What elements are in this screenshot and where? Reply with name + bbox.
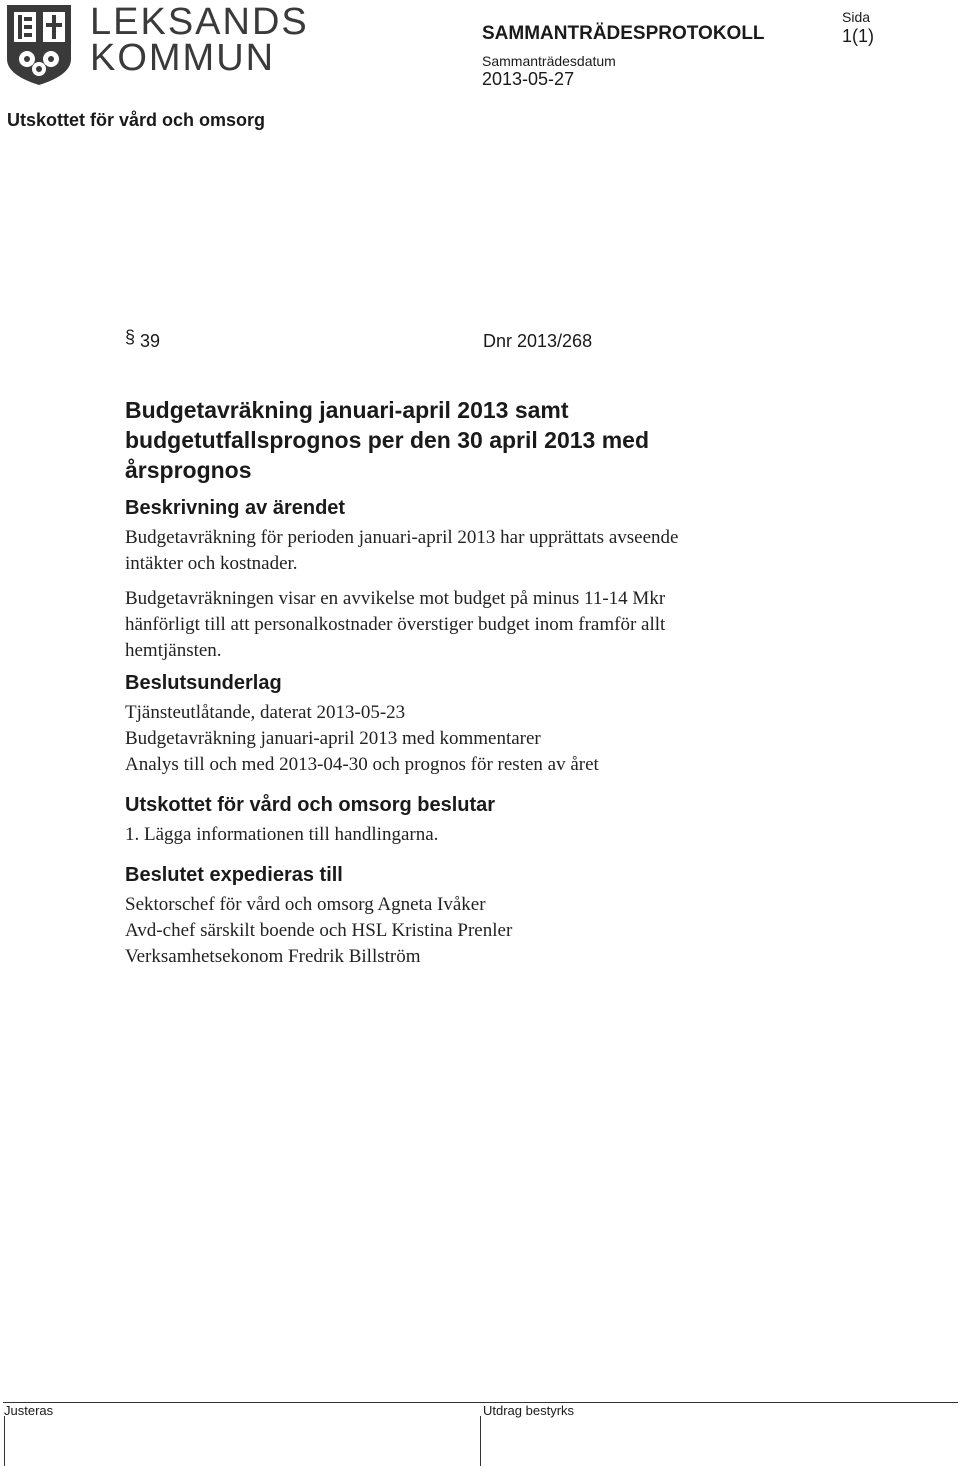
committee-name: Utskottet för vård och omsorg <box>7 110 266 130</box>
decision-item: 1. Lägga informationen till handlingarna. <box>125 824 439 845</box>
recipient: Sektorschef för vård och omsorg Agneta Ivåker <box>125 894 486 915</box>
meeting-date-label: Sammanträdesdatum <box>482 53 616 69</box>
basis-document: Analys till och med 2013-04-30 och prognos för resten av året <box>125 754 599 775</box>
heading-beskrivning: Beskrivning av ärendet <box>125 497 346 519</box>
item-title-line: årsprognos <box>125 457 252 483</box>
document-type: SAMMANTRÄDESPROTOKOLL <box>482 23 765 44</box>
basis-document: Budgetavräkning januari-april 2013 med kommentarer <box>125 728 541 749</box>
footer-utdrag-label: Utdrag bestyrks <box>483 1403 575 1418</box>
item-title-line: budgetutfallsprognos per den 30 april 2013 med <box>125 427 650 453</box>
footer-divider <box>480 1416 481 1466</box>
logo-wordmark-line1: LEKSANDS <box>90 1 309 43</box>
item-title-line: Budgetavräkning januari-april 2013 samt <box>125 397 569 423</box>
section-number: 39 <box>140 331 161 351</box>
section-symbol: § <box>125 327 136 347</box>
footer-justeras-label: Justeras <box>4 1403 54 1418</box>
heading-expedieras: Beslutet expedieras till <box>125 864 343 886</box>
protocol-body <box>125 395 825 970</box>
footer-divider <box>4 1416 5 1466</box>
item-title <box>125 395 825 485</box>
municipality-crest-logo <box>5 3 73 92</box>
paragraph-line: hemtjänsten. <box>125 640 222 661</box>
logo-wordmark-line2: KOMMUN <box>90 37 276 79</box>
paragraph-line: Budgetavräkningen visar en avvikelse mot budget på minus 11-14 Mkr <box>125 588 666 609</box>
recipient: Verksamhetsekonom Fredrik Billström <box>125 946 421 967</box>
heading-beslut: Utskottet för vård och omsorg beslutar <box>125 794 496 816</box>
meeting-date: 2013-05-27 <box>482 69 575 89</box>
page-label: Sida <box>842 9 871 25</box>
footer-rule <box>3 1402 958 1403</box>
page-number: 1(1) <box>842 26 875 46</box>
paragraph-line: intäkter och kostnader. <box>125 553 298 574</box>
recipient: Avd-chef särskilt boende och HSL Kristina Prenler <box>125 920 513 941</box>
diary-number: Dnr 2013/268 <box>483 331 593 351</box>
paragraph-line: Budgetavräkning för perioden januari-april 2013 har upprättats avseende <box>125 527 679 548</box>
heading-beslutsunderlag: Beslutsunderlag <box>125 672 282 694</box>
basis-document: Tjänsteutlåtande, daterat 2013-05-23 <box>125 702 406 723</box>
paragraph-line: hänförligt till att personalkostnader överstiger budget inom framför allt <box>125 614 666 635</box>
